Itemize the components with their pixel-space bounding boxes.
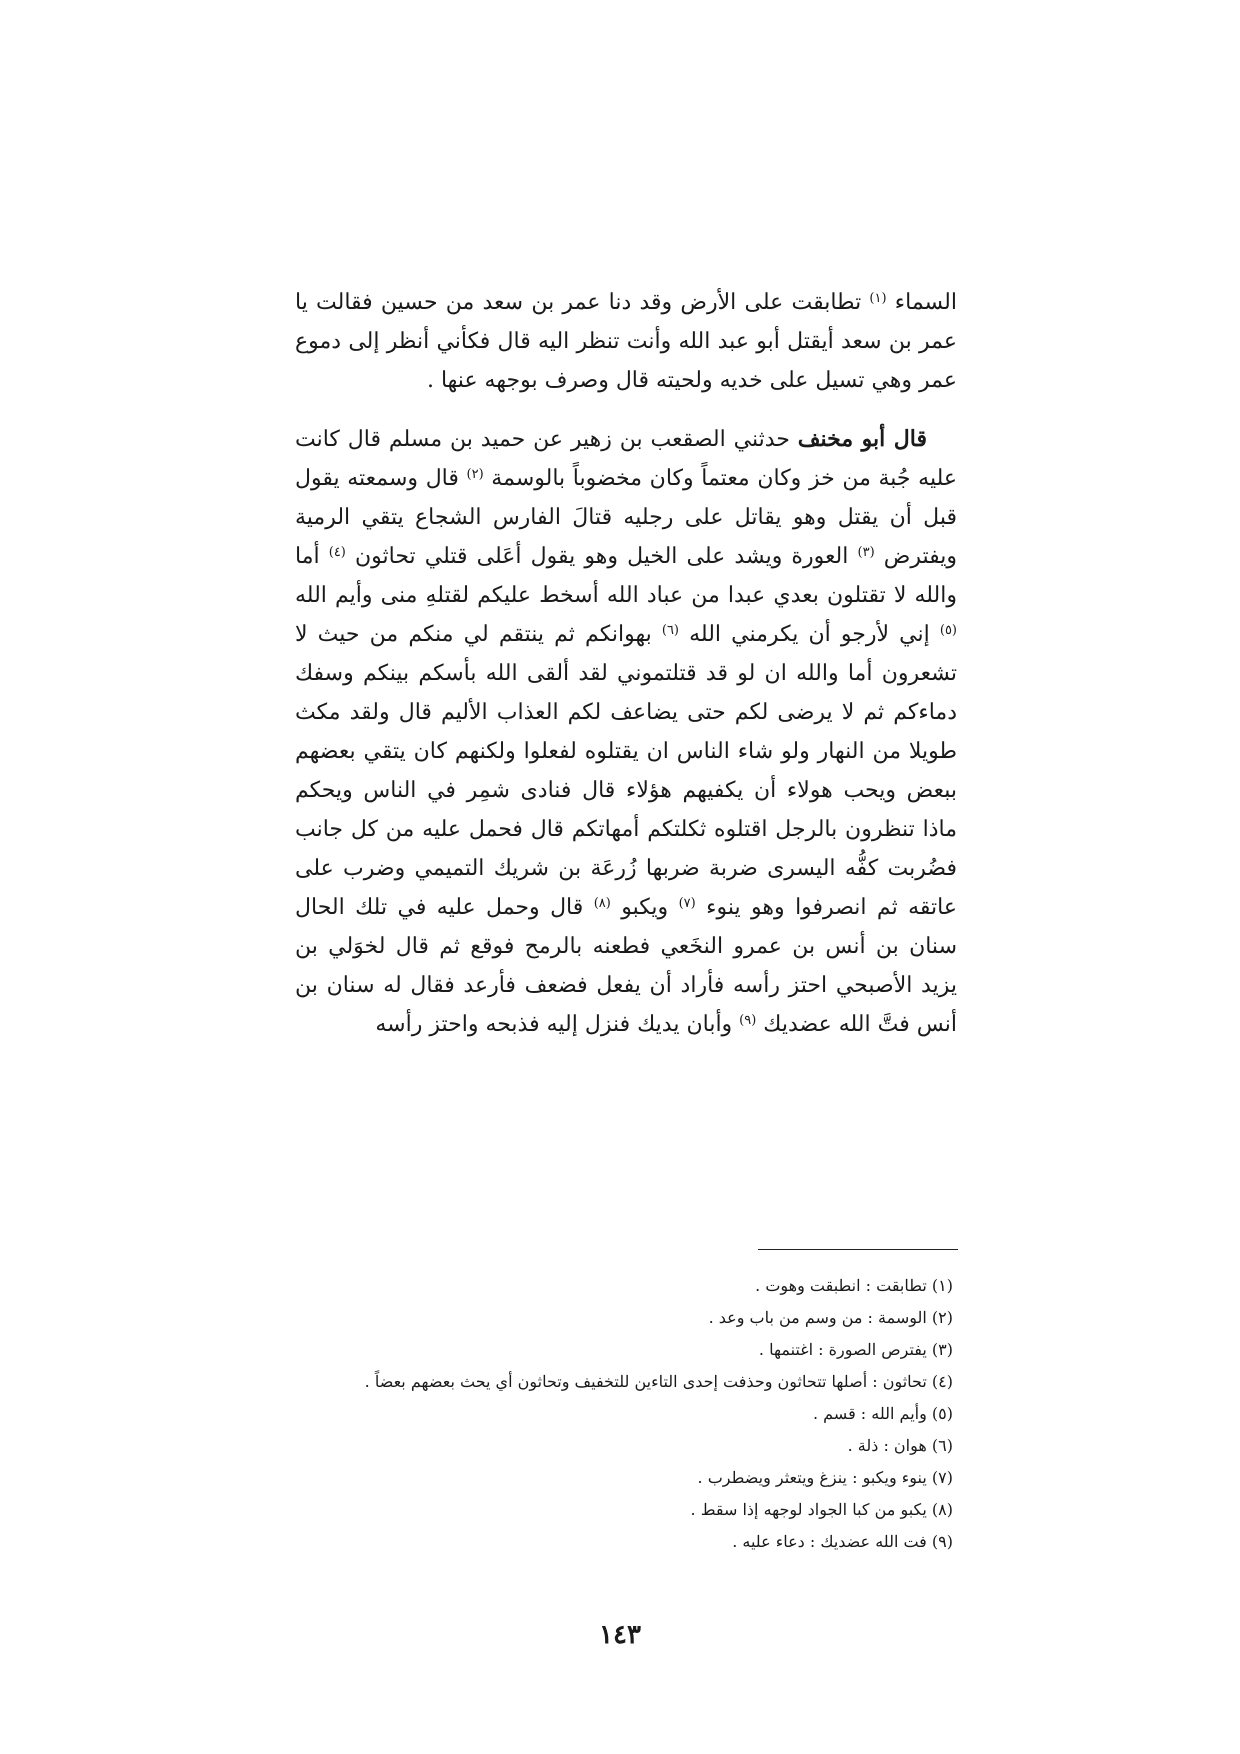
text-segment: بهوانكم ثم ينتقم لي منكم من حيث لا تشعرون أما والله ان لو قد قتلتموني لقد ألقى الله بأسكم بينكم وسفك دماءكم ثم لا يرضى لكم حتى يضاعف لكم العذاب الأليم قال ولقد مكث طويلا من النهار ولو شاء الناس ان يقتلوه لفعلوا ولكنهم كان يتقي بعضهم ببعض ويحب هولاء أن يكفيهم هؤلاء قال فنادى شمِر في الناس ويحكم ماذا تنظرون بالرجل اقتلوه ثكلتكم أمهاتكم قال فحمل عليه من كل جانب فضُربت كفُّه اليسرى ضربة ضربها زُرعَة بن شريك التميمي وضرب على عاتقه ثم انصرفوا وهو ينوء	[295, 622, 957, 920]
main-text	[295, 283, 957, 1044]
text-segment: قال وسمعته يقول قبل أن يقتل وهو يقاتل على رجليه قتالَ الفارس الشجاع يتقي الرمية ويفترض	[295, 466, 958, 569]
footnote: (٢) الوسمة : من وسم من باب وعد .	[708, 1308, 953, 1327]
footnote-reference: (٢)	[466, 467, 484, 482]
footnote-reference: (٦)	[661, 623, 679, 638]
footnote-separator	[758, 1249, 958, 1250]
text-segment: إني لأرجو أن يكرمني الله	[679, 622, 940, 647]
text-segment: وأبان يديك فنزل إليه فذبحه واحتز رأسه	[375, 1012, 740, 1037]
footnote: (٦) هوان : ذلة .	[847, 1436, 953, 1455]
paragraph-1	[295, 283, 957, 400]
text-segment: حدثني الصقعب بن زهير عن حميد بن مسلم قال كانت عليه جُبة من خز وكان معتماً وكان مخضوباً بالوسمة	[295, 427, 957, 491]
paragraph-2	[295, 420, 957, 1044]
footnotes	[295, 1270, 957, 1558]
footnote-reference: (٧)	[678, 896, 696, 911]
footnote: (٩) فت الله عضديك : دعاء عليه .	[732, 1532, 953, 1551]
footnote: (٨) يكبو من كبا الجواد لوجهه إذا سقط .	[690, 1500, 953, 1519]
footnote-reference: (٨)	[593, 896, 611, 911]
footnote: (٤) تحاثون : أصلها تتحاثون وحذفت إحدى التاءين للتخفيف وتحاثون أي يحث بعضهم بعضاً .	[364, 1372, 953, 1391]
footnote: (٥) وأيم الله : قسم .	[812, 1404, 953, 1423]
footnote-reference: (١)	[869, 291, 887, 306]
page-number: ١٤٣	[599, 1620, 641, 1650]
footnote-reference: (٣)	[857, 545, 875, 560]
text-segment: أما والله لا تقتلون بعدي عبدا من عباد الله أسخط عليكم لقتلهِ منى وأيم الله	[295, 544, 957, 608]
text-segment: قال وحمل عليه في تلك الحال سنان بن أنس بن عمرو النخَعي فطعنه بالرمح فوقع ثم قال لخوَلي بن يزيد الأصبحي احتز رأسه فأراد أن يفعل فضعف فأرعد فقال له سنان بن أنس فتَّ الله عضديك	[295, 895, 957, 1037]
footnote: (١) تطابقت : انطبقت وهوت .	[755, 1276, 953, 1295]
footnote-reference: (٩)	[739, 1013, 757, 1028]
text-segment: السماء	[886, 290, 957, 315]
lead-phrase: قال أبو مخنف	[797, 426, 927, 452]
text-segment: العورة ويشد على الخيل وهو يقول أعَلى قتلي تحاثون	[345, 544, 858, 569]
footnote: (٧) ينوء ويكبو : ينزغ ويتعثر ويضطرب .	[697, 1468, 953, 1487]
text-segment: ويكبو	[610, 895, 679, 920]
footnote: (٣) يفترص الصورة : اغتنمها .	[758, 1340, 953, 1359]
footnote-reference: (٤)	[328, 545, 346, 560]
text-segment: تطابقت على الأرض وقد دنا عمر بن سعد من حسين فقالت يا عمر بن سعد أيقتل أبو عبد الله وأنت تنظر اليه قال فكأني أنظر إلى دموع عمر وهي تسيل على خديه ولحيته قال وصرف بوجهه عنها .	[295, 290, 957, 393]
footnote-reference: (٥)	[939, 623, 957, 638]
